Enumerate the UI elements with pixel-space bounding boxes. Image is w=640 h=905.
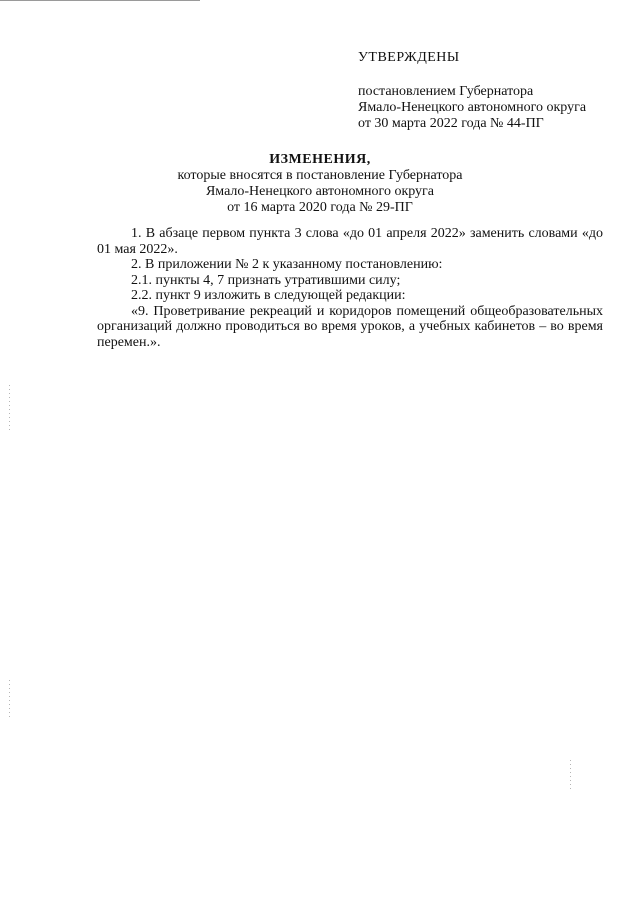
paragraph-1: 1. В абзаце первом пункта 3 слова «до 01 апреля 2022» заменить словами «до 01 мая 2022».	[97, 226, 603, 257]
approval-line: от 30 марта 2022 года № 44-ПГ	[358, 116, 544, 131]
heading-line: от 16 марта 2020 года № 29-ПГ	[227, 200, 413, 215]
scan-margin-mark	[9, 385, 10, 430]
document-heading	[120, 152, 520, 216]
approval-line: постановлением Губернатора	[358, 84, 534, 99]
document-body	[97, 226, 603, 350]
heading-line: Ямало-Ненецкого автономного округа	[205, 184, 435, 199]
heading-title: ИЗМЕНЕНИЯ,	[269, 152, 371, 167]
paragraph-quoted-item-9: «9. Проветривание рекреаций и коридоров помещений общеобразовательных организаций должно проводиться во время уроков, а учебных кабинетов – во время перемен.».	[97, 303, 603, 350]
paragraph-2-2: 2.2. пункт 9 изложить в следующей редакции:	[131, 288, 406, 303]
scan-margin-mark	[570, 760, 571, 790]
approval-title: УТВЕРЖДЕНЫ	[358, 50, 460, 65]
paragraph-2: 2. В приложении № 2 к указанному постановлению:	[131, 257, 443, 272]
approval-block	[358, 50, 628, 132]
heading-line: которые вносятся в постановление Губернатора	[177, 168, 463, 183]
scan-edge-line	[0, 0, 200, 1]
scan-margin-mark	[9, 680, 10, 720]
approval-line: Ямало-Ненецкого автономного округа	[358, 100, 587, 115]
paragraph-2-1: 2.1. пункты 4, 7 признать утратившими силу;	[131, 272, 401, 288]
